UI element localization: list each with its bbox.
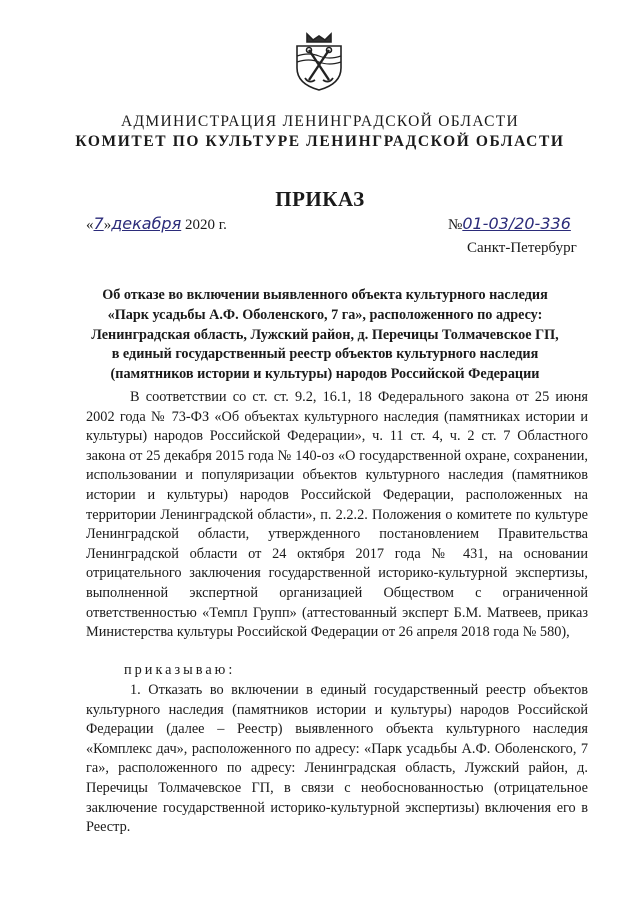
- number-sign: №: [448, 217, 463, 233]
- document-subject: Об отказе во включении выявленного объекта культурного наследия «Парк усадьбы А.Ф. Оболенского, 7 га», расположенного по адресу: Ленинградская область, Лужский район, д. Перечицы Толмачевское ГП, в единый государственный реестр объектов культурного наследия (памятников истории и культуры) народов Российской Федерации: [91, 287, 559, 383]
- coat-of-arms-emblem: [291, 30, 347, 92]
- document-city: Санкт-Петербург: [467, 240, 577, 256]
- organization-name: АДМИНИСТРАЦИЯ ЛЕНИНГРАДСКОЙ ОБЛАСТИ: [121, 113, 519, 130]
- date-day-handwritten: 7: [93, 214, 104, 233]
- date-year: 2020 г.: [181, 217, 227, 233]
- preamble-paragraph: В соответствии со ст. ст. 9.2, 16.1, 18 Федерального закона от 25 июня 2002 года № 73-ФЗ «Об объектах культурного наследия (памятниках истории и культуры) народов Российской Федерации», ч. 11 ст. 4, ч. 2 ст. 7 Областного закона от 25 декабря 2015 года № 140-оз «О государственной охране, сохранении, использовании и популяризации объектов культурного наследия (памятников истории и культуры) народов Российской Федерации, расположенных на территории Ленинградской области», п. 2.2.2. Положения о комитете по культуре Ленинградской области, утвержденного постановлением Правительства Ленинградской области от 24 октября 2017 года № 431, на основании отрицательного заключения государственной историко-культурной экспертизы, выполненной экспертной организацией Обществом с ограниченной ответственностью «Темпл Групп» (аттестованный эксперт Б.М. Матвеев, приказ Министерства культуры Российской Федерации от 26 апреля 2018 года № 580),: [86, 389, 588, 641]
- document-date: [86, 214, 227, 234]
- document-number: [448, 214, 571, 234]
- order-item-1: 1. Отказать во включении в единый государственный реестр объектов культурного наследия (памятников истории и культуры) народов Российской Федерации (далее – Реестр) выявленного объекта культурного наследия «Комплекс дач», расположенного по адресу: «Парк усадьбы А.Ф. Оболенского, 7 га», расположенного по адресу: Ленинградская область, Лужский район, д. Перечицы Толмачевское ГП, в связи с необоснованностью (отрицательное заключение государственной историко-культурной экспертизы) включения его в Реестр.: [86, 682, 588, 836]
- date-open-quote: «: [86, 217, 94, 233]
- order-word: приказываю:: [124, 662, 236, 678]
- committee-name: КОМИТЕТ ПО КУЛЬТУРЕ ЛЕНИНГРАДСКОЙ ОБЛАСТИ: [75, 133, 565, 150]
- number-handwritten: 01-03/20-336: [462, 214, 571, 233]
- date-close-quote: »: [103, 217, 112, 233]
- date-month-handwritten: декабря: [111, 214, 182, 233]
- document-title: ПРИКАЗ: [275, 187, 365, 211]
